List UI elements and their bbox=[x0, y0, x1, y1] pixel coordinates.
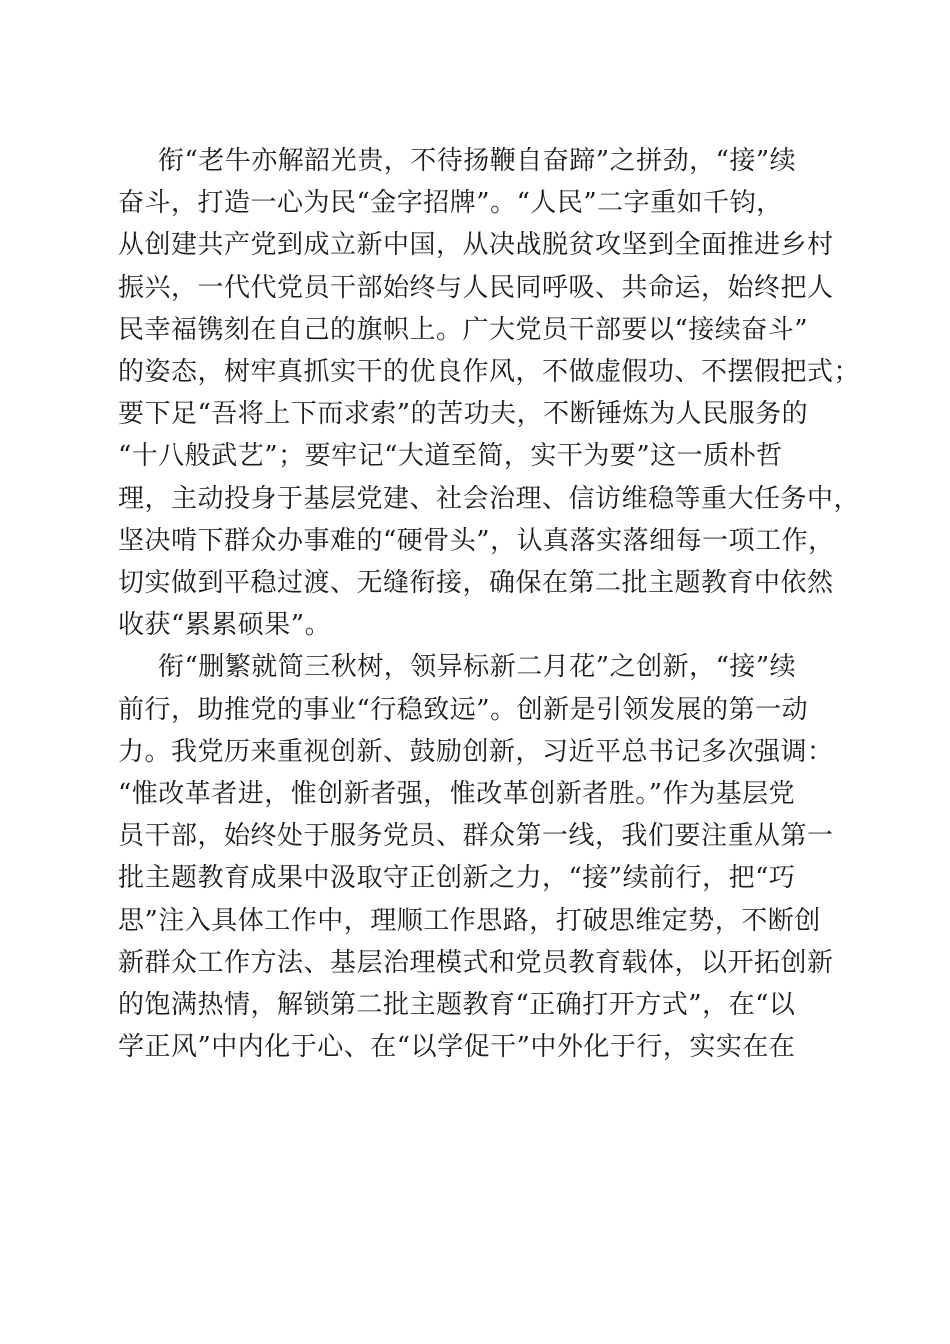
text-line: 批主题教育成果中汲取守正创新之力，“接”续前行，把“巧 bbox=[118, 863, 796, 894]
text-line: 从创建共产党到成立新中国，从决战脱贫攻坚到全面推进乡村 bbox=[118, 230, 834, 261]
text-line: 新群众工作方法、基层治理模式和党员教育载体，以开拓创新 bbox=[118, 947, 834, 978]
text-line: 思”注入具体工作中，理顺工作思路，打破思维定势，不断创 bbox=[118, 905, 821, 936]
text-line: 衔“老牛亦解韶光贵，不待扬鞭自奋蹄”之拼劲，“接”续 bbox=[158, 146, 797, 176]
paragraph-1 bbox=[118, 140, 861, 646]
paragraph-2 bbox=[118, 646, 838, 1068]
text-line: 衔“删繁就简三秋树，领异标新二月花”之创新，“接”续 bbox=[158, 652, 797, 683]
text-line: 切实做到平稳过渡、无缝衔接，确保在第二批主题教育中依然 bbox=[118, 568, 834, 599]
text-line: 民幸福镌刻在自己的旗帜上。广大党员干部要以“接续奋斗” bbox=[118, 314, 809, 345]
text-line: 要下足“吾将上下而求索”的苦功夫，不断锤炼为人民服务的 bbox=[118, 399, 809, 430]
text-line: 的饱满热情，解锁第二批主题教育“正确打开方式”，在“以 bbox=[118, 990, 796, 1021]
text-line: 振兴，一代代党员干部始终与人民同呼吸、共命运，始终把人 bbox=[118, 272, 834, 303]
text-line: 学正风”中内化于心、在“以学促干”中外化于行，实实在在 bbox=[118, 1032, 796, 1063]
text-line: 力。我党历来重视创新、鼓励创新，习近平总书记多次强调： bbox=[118, 736, 834, 767]
text-line: 的姿态，树牢真抓实干的优良作风，不做虚假功、不摆假把式； bbox=[118, 357, 861, 388]
text-line: 员干部，始终处于服务党员、群众第一线，我们要注重从第一 bbox=[118, 821, 834, 852]
body-text bbox=[118, 140, 861, 1068]
text-line: 收获“累累硕果”。 bbox=[118, 610, 332, 641]
text-line: “十八般武艺”；要牢记“大道至简，实干为要”这一质朴哲 bbox=[118, 441, 783, 472]
text-line: 奋斗，打造一心为民“金字招牌”。“人民”二字重如千钧， bbox=[118, 188, 783, 219]
text-line: 坚决啃下群众办事难的“硬骨头”，认真落实落细每一项工作， bbox=[118, 525, 835, 556]
text-line: 前行，助推党的事业“行稳致远”。创新是引领发展的第一动 bbox=[118, 694, 809, 725]
text-line: “惟改革者进，惟创新者强，惟改革创新者胜。”作为基层党 bbox=[118, 779, 796, 810]
text-line: 理，主动投身于基层党建、社会治理、信访维稳等重大任务中， bbox=[118, 483, 861, 514]
